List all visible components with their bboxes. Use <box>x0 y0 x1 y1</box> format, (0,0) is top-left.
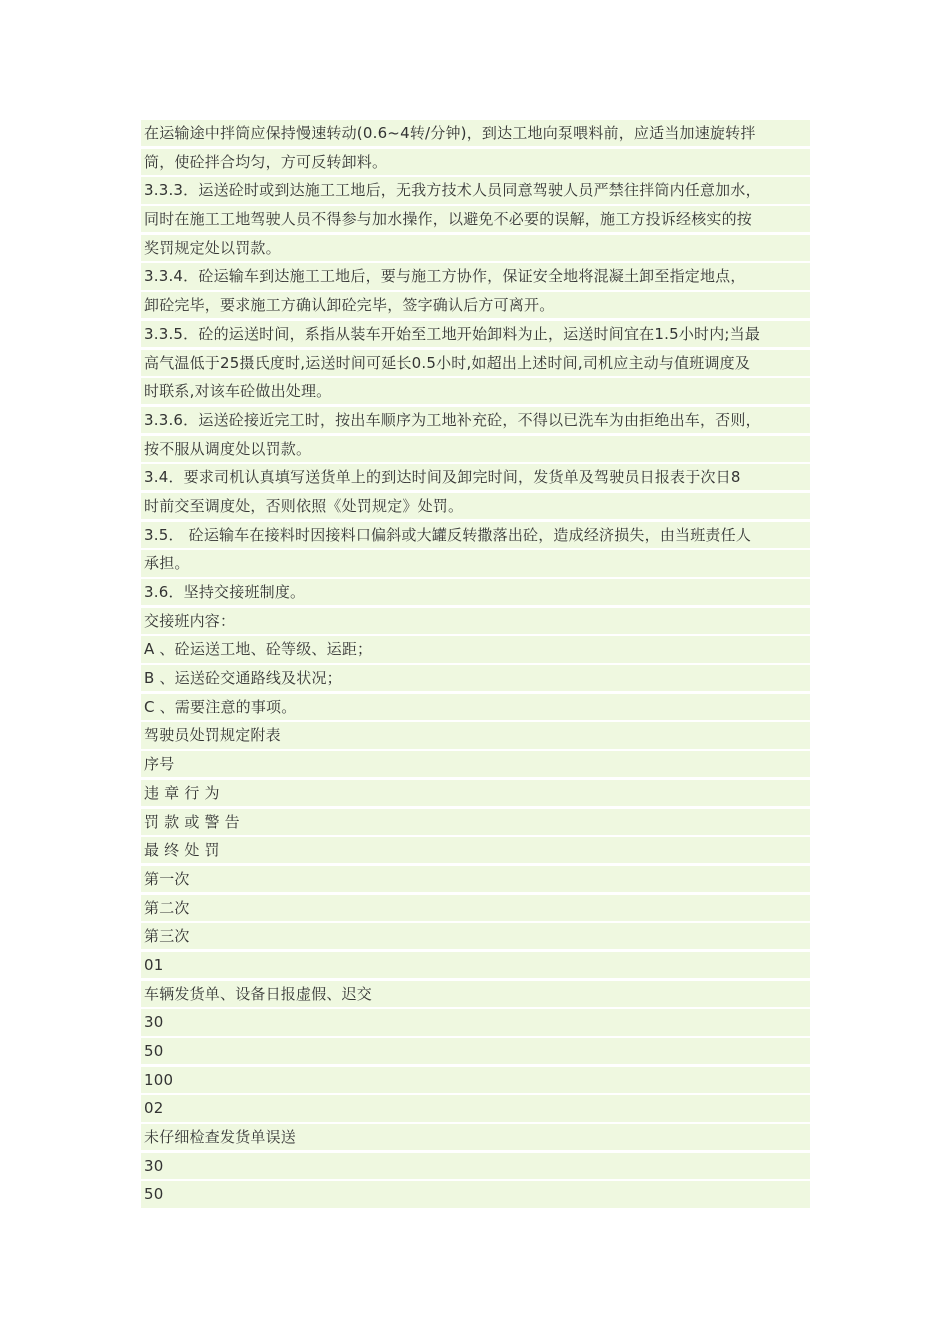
table-header-cell: 序号 <box>141 751 810 777</box>
text-line: A 、砼运送工地、砼等级、运距； <box>141 636 810 662</box>
text-line: C 、需要注意的事项。 <box>141 694 810 720</box>
table-header-cell: 罚 款 或 警 告 <box>141 809 810 835</box>
document-body <box>141 120 810 1210</box>
table-cell: 未仔细检查发货单误送 <box>141 1124 810 1150</box>
text-line: 高气温低于25摄氏度时,运送时间可延长0.5小时,如超出上述时间,司机应主动与值班调度及 <box>141 350 810 376</box>
text-line: 3.3.5．砼的运送时间，系指从装车开始至工地开始卸料为止，运送时间宜在1.5小时内;当最 <box>141 321 810 347</box>
text-line: 筒，使砼拌合均匀，方可反转卸料。 <box>141 149 810 175</box>
text-line: 3.5． 砼运输车在接料时因接料口偏斜或大罐反转撒落出砼，造成经济损失，由当班责任人 <box>141 522 810 548</box>
text-line: 3.6．坚持交接班制度。 <box>141 579 810 605</box>
table-cell: 01 <box>141 952 810 978</box>
table-cell: 30 <box>141 1153 810 1179</box>
table-header-cell: 第三次 <box>141 923 810 949</box>
text-line: 奖罚规定处以罚款。 <box>141 235 810 261</box>
table-header-cell: 第二次 <box>141 895 810 921</box>
table-header-cell: 第一次 <box>141 866 810 892</box>
text-line: 3.3.6．运送砼接近完工时，按出车顺序为工地补充砼，不得以已洗车为由拒绝出车，否则， <box>141 407 810 433</box>
text-line: 3.4．要求司机认真填写送货单上的到达时间及卸完时间，发货单及驾驶员日报表于次日8 <box>141 464 810 490</box>
table-cell: 50 <box>141 1181 810 1207</box>
table-cell: 车辆发货单、设备日报虚假、迟交 <box>141 981 810 1007</box>
table-header-cell: 违 章 行 为 <box>141 780 810 806</box>
text-line: 时前交至调度处，否则依照《处罚规定》处罚。 <box>141 493 810 519</box>
text-line: 承担。 <box>141 550 810 576</box>
table-cell: 02 <box>141 1095 810 1121</box>
text-line: 交接班内容： <box>141 608 810 634</box>
table-cell: 100 <box>141 1067 810 1093</box>
text-line: 时联系,对该车砼做出处理。 <box>141 378 810 404</box>
table-cell: 30 <box>141 1009 810 1035</box>
text-line: 在运输途中拌筒应保持慢速转动(0.6~4转/分钟)，到达工地向泵喂料前，应适当加速旋转拌 <box>141 120 810 146</box>
text-line: 3.3.3．运送砼时或到达施工工地后，无我方技术人员同意驾驶人员严禁往拌筒内任意加水， <box>141 177 810 203</box>
table-header-cell: 最 终 处 罚 <box>141 837 810 863</box>
table-cell: 50 <box>141 1038 810 1064</box>
text-line: 同时在施工工地驾驶人员不得参与加水操作，以避免不必要的误解，施工方投诉经核实的按 <box>141 206 810 232</box>
text-line: 按不服从调度处以罚款。 <box>141 436 810 462</box>
text-line: 卸砼完毕，要求施工方确认卸砼完毕，签字确认后方可离开。 <box>141 292 810 318</box>
text-line: B 、运送砼交通路线及状况； <box>141 665 810 691</box>
text-line: 3.3.4．砼运输车到达施工工地后，要与施工方协作，保证安全地将混凝土卸至指定地点， <box>141 263 810 289</box>
table-title: 驾驶员处罚规定附表 <box>141 722 810 748</box>
